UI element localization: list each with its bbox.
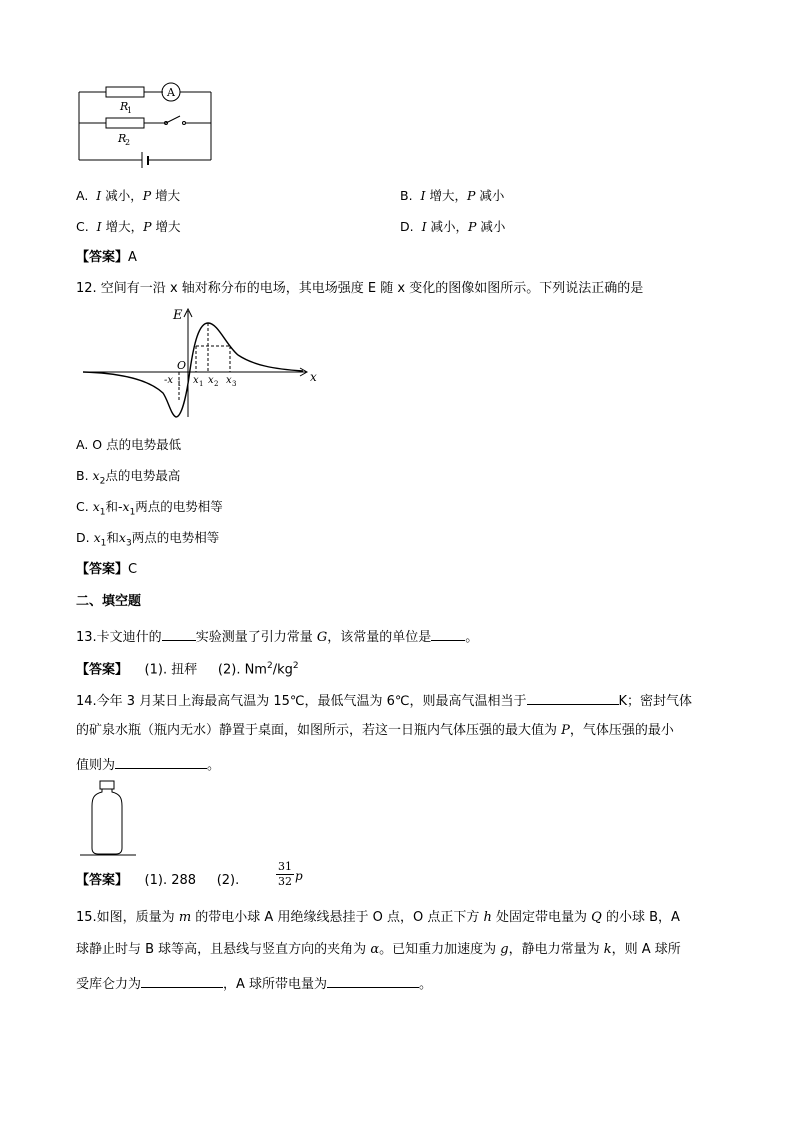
q13-stem: 13.卡文迪什的 实验测量了引力常量 G，该常量的单位是 。: [76, 626, 478, 647]
q12-option-a: A. O 点的电势最低: [76, 437, 182, 452]
q14-blank-1: [527, 690, 619, 705]
bottle-diagram: [78, 778, 140, 860]
x2-label: x: [208, 375, 214, 386]
x-axis-label: x: [310, 370, 317, 384]
q15-line-3: 受库仑力为 ，A 球所带电量为 。: [76, 973, 432, 994]
q14-blank-2: [115, 754, 207, 769]
q15-line-1: 15.如图，质量为 m 的带电小球 A 用绝缘线悬挂于 O 点，O 点正下方 h 处固定带电量为 Q 的小球 B，A: [76, 910, 680, 925]
q14-line-1: 14.今年 3 月某日上海最高气温为 15℃，最低气温为 6℃，则最高气温相当于 K；密封气体: [76, 690, 692, 711]
q14-line-3: 值则为 。: [76, 754, 220, 775]
q11-option-a: A. I 减小，P 增大: [76, 188, 181, 203]
e-axis-label: E: [173, 308, 183, 323]
q12-option-c: C. $x_1$和$-x_1$两点的电势相等: [76, 499, 223, 518]
q13-blank-1: [162, 626, 196, 641]
q14-answer: 【答案】 (1). 288 (2).: [76, 873, 240, 888]
resistor-r1: [106, 87, 144, 97]
svg-text:1: 1: [177, 380, 182, 388]
origin-label: O: [177, 359, 187, 372]
q14-line-2: 的矿泉水瓶（瓶内无水）静置于桌面，如图所示，若这一日瓶内气体压强的最大值为 P，气体压强的最小: [76, 723, 674, 738]
svg-text:2: 2: [214, 380, 219, 388]
neg-x1-label: -x: [164, 375, 174, 386]
q14-fraction: 31 32: [278, 860, 292, 888]
q12-option-b: B. $x_2$点的电势最高: [76, 468, 181, 487]
r1-label: R: [120, 100, 129, 113]
svg-text:1: 1: [199, 380, 204, 388]
q15-blank-2: [327, 973, 419, 988]
switch: [166, 116, 180, 123]
q11-option-d: D. I 减小，P 减小: [400, 219, 506, 234]
svg-text:3: 3: [232, 380, 237, 388]
q12-answer: 【答案】C: [76, 562, 138, 577]
e-curve: [83, 323, 303, 417]
q15-blank-1: [141, 973, 223, 988]
q12-option-d: D. $x_1$和$x_3$两点的电势相等: [76, 530, 220, 549]
e-field-graph: [78, 305, 338, 425]
q11-option-c: C. I 增大，P 增大: [76, 219, 181, 234]
r2-label: R: [118, 132, 127, 145]
ammeter-label: A: [167, 86, 175, 99]
x3-label: x: [226, 375, 232, 386]
circuit-diagram: [70, 78, 220, 168]
bottle-cap: [100, 781, 114, 789]
svg-text:1: 1: [127, 106, 133, 115]
svg-text:2: 2: [125, 138, 131, 147]
q15-line-2: 球静止时与 B 球等高，且悬线与竖直方向的夹角为 α。已知重力加速度为 g，静电力常量为 k，则 A 球所: [76, 942, 681, 957]
q13-blank-2: [431, 626, 465, 641]
bottle-body: [92, 789, 122, 854]
q12-stem: 12. 空间有一沿 x 轴对称分布的电场，其电场强度 E 随 x 变化的图像如图所示。下列说法正确的是: [76, 281, 644, 296]
section-title: 二、填空题: [76, 594, 142, 609]
q13-answer: 【答案】 (1). 扭秤 (2). $Nm^2/kg^2$: [76, 661, 299, 678]
q14-fraction-var: p: [295, 869, 303, 883]
q11-answer: 【答案】A: [76, 250, 137, 265]
resistor-r2: [106, 118, 144, 128]
q11-option-b: B. I 增大，P 减小: [400, 188, 505, 203]
x1-label: x: [193, 375, 199, 386]
